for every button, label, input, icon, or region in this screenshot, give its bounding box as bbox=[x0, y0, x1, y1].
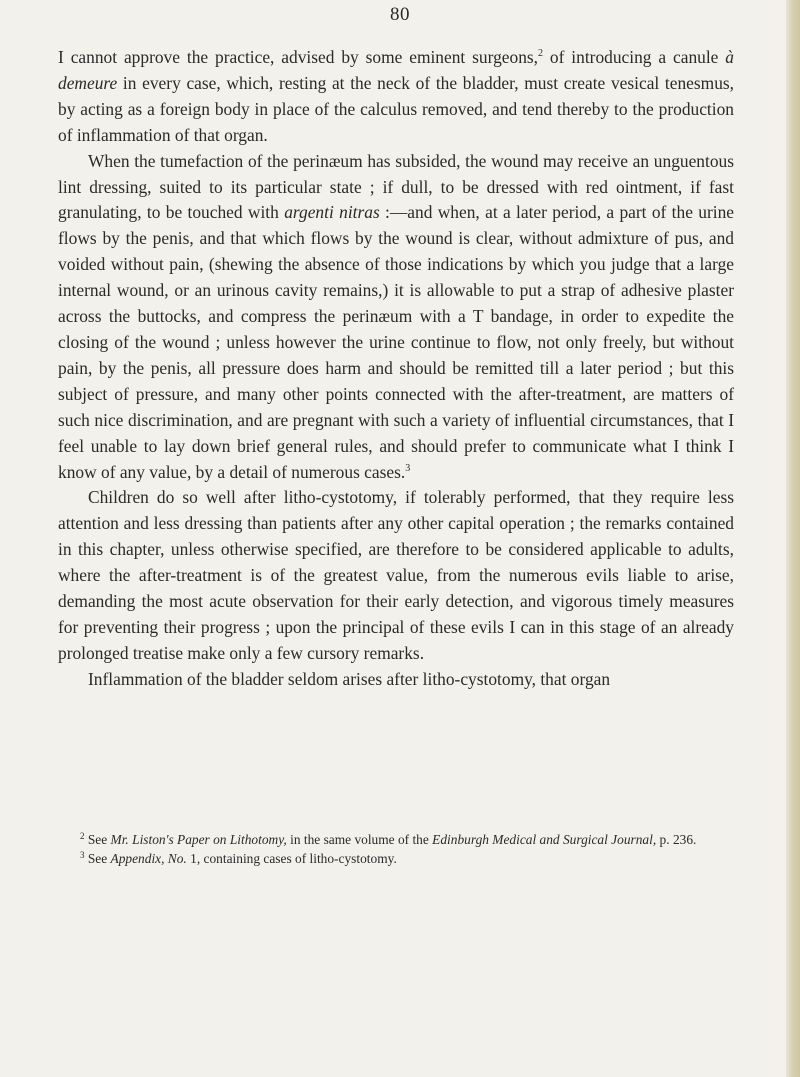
paragraph-1 bbox=[58, 45, 734, 149]
page-number: 80 bbox=[390, 4, 410, 25]
footnote-2-marker: 2 bbox=[80, 831, 85, 841]
body-text bbox=[58, 45, 734, 693]
paragraph-1-italic: à demeure bbox=[58, 47, 734, 93]
paragraph-4: Inflammation of the bladder seldom arises after litho-cystotomy, that organ bbox=[88, 668, 611, 689]
footnote-2-text-c: p. 236. bbox=[656, 832, 697, 847]
footnote-3-marker: 3 bbox=[80, 850, 85, 860]
footnote-2-text-a: See bbox=[87, 832, 111, 847]
footnote-2-italic-b: Edinburgh Medical and Surgical Journal, bbox=[432, 832, 657, 847]
footnote-3-text-a: See bbox=[87, 851, 111, 866]
paragraph-2-italic: argenti nitras bbox=[284, 202, 380, 223]
footnote-2-italic-a: Mr. Liston's Paper on Lithotomy, bbox=[110, 832, 287, 847]
footnote-3-italic: Appendix, No. bbox=[110, 851, 187, 866]
footnotes bbox=[58, 830, 734, 868]
footnote-3-text-b: 1, containing cases of litho-cystotomy. bbox=[186, 851, 397, 866]
footnote-ref-2[interactable]: 2 bbox=[538, 48, 544, 59]
footnote-2-text-b: in the same volume of the bbox=[286, 832, 433, 847]
paragraph-2-text-a: When the tumefaction of the perinæum has subsided, the wound may receive an unguentous lint dressing, suited to its particular state ; if dull, to be dressed with red ointment, if fast granulating, to be touched with bbox=[58, 150, 734, 223]
page-edge bbox=[786, 0, 800, 1077]
paragraph-1-text-c: in every case, which, resting at the neck of the bladder, must create vesical tenesmus, by acting as a foreign body in place of the calculus removed, and tend thereby to the production of inflammation of that organ. bbox=[58, 72, 734, 145]
footnote-ref-3[interactable]: 3 bbox=[405, 462, 411, 474]
paragraph-1-text-b: of introducing a canule bbox=[543, 47, 726, 67]
paragraph-2 bbox=[58, 149, 734, 486]
footnote-3 bbox=[58, 849, 734, 868]
paragraph-1-text-a: I cannot approve the practice, advised by some eminent surgeons, bbox=[58, 47, 539, 67]
footnote-2 bbox=[58, 830, 734, 849]
paragraph-3: Children do so well after litho-cystotomy, if tolerably performed, that they require less attention and less dressing than patients after any other capital operation ; the remarks contained in this chapter, unless otherwise specified, are therefore to be considered applicable to adults, where the after-treatment is of the greatest value, from the numerous evils liable to arise, demanding the most acute observation for their early detection, and vigorous timely measures for preventing their progress ; upon the principal of these evils I can in this stage of an already prolonged treatise make only a few cursory remarks. bbox=[58, 487, 734, 663]
paragraph-2-text-b: :—and when, at a later period, a part of the urine flows by the penis, and that which flows by the wound is clear, without admixture of pus, and voided without pain, (shewing the absence of those indications by which you judge that a large internal wound, or an urinous cavity remains,) it is allowable to put a strap of adhesive plaster across the buttocks, and compress the perinæum with a T bandage, in order to expedite the closing of the wound ; unless however the urine continue to flow, not only freely, but without pain, by the penis, all pressure does harm and should be remitted till a later period ; but this subject of pressure, and many other points connected with the after-treatment, are matters of such nice discrimination, and are pregnant with such a variety of influential circumstances, that I feel unable to lay down brief general rules, and should prefer to communicate what I think I know of any value, by a detail of numerous cases. bbox=[58, 202, 734, 482]
